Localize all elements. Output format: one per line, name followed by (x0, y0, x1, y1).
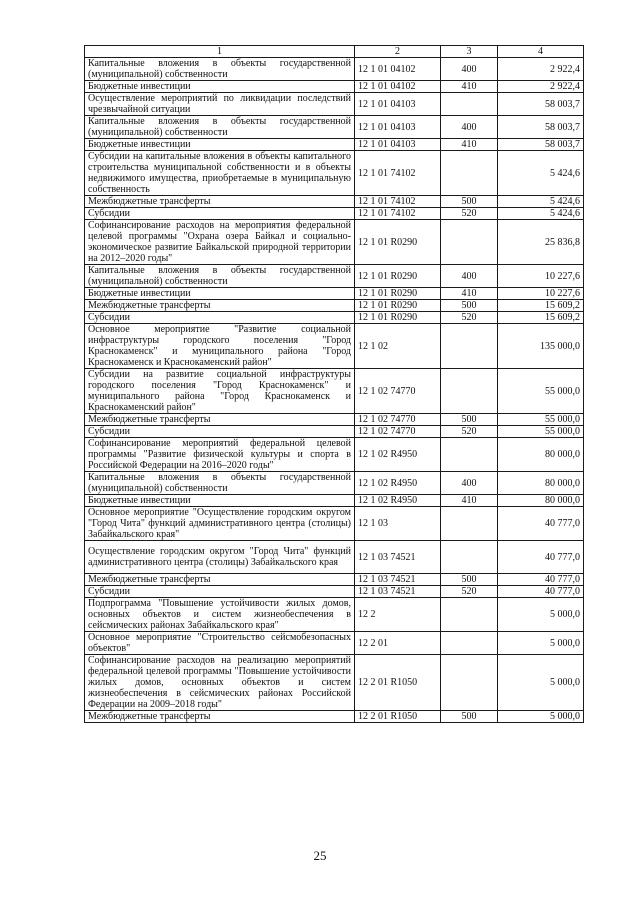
row-type-cell (441, 324, 498, 369)
row-name-cell: Субсидии на капитальные вложения в объекты капитального строительства муниципальной собственности и в объекты недвижимого имущества, приобретаемые в муниципальную собственность (85, 151, 355, 196)
row-sum-cell: 55 000,0 (498, 426, 584, 438)
table-row (85, 369, 584, 414)
row-name-cell: Субсидии (85, 312, 355, 324)
table-row (85, 711, 584, 723)
row-code-cell: 12 1 02 R4950 (355, 472, 441, 495)
row-type-cell: 500 (441, 711, 498, 723)
row-code-cell: 12 1 02 74770 (355, 426, 441, 438)
row-name-cell: Капитальные вложения в объекты государственной (муниципальной) собственности (85, 58, 355, 81)
table-row (85, 139, 584, 151)
row-sum-cell: 25 836,8 (498, 220, 584, 265)
row-code-cell: 12 1 01 04103 (355, 116, 441, 139)
row-name-cell: Капитальные вложения в объекты государственной (муниципальной) собственности (85, 116, 355, 139)
row-name-cell: Бюджетные инвестиции (85, 495, 355, 507)
row-name-cell: Межбюджетные трансферты (85, 300, 355, 312)
row-name-cell: Основное мероприятие "Строительство сейсмобезопасных объектов" (85, 632, 355, 655)
row-sum-cell: 80 000,0 (498, 438, 584, 472)
row-type-cell: 400 (441, 265, 498, 288)
row-sum-cell: 2 922,4 (498, 58, 584, 81)
table-row (85, 93, 584, 116)
row-type-cell: 520 (441, 426, 498, 438)
row-name-cell: Межбюджетные трансферты (85, 196, 355, 208)
row-code-cell: 12 1 01 04103 (355, 93, 441, 116)
row-type-cell: 400 (441, 116, 498, 139)
row-type-cell: 410 (441, 495, 498, 507)
row-code-cell: 12 1 02 R4950 (355, 438, 441, 472)
row-type-cell: 500 (441, 574, 498, 586)
row-name-cell: Капитальные вложения в объекты государственной (муниципальной) собственности (85, 472, 355, 495)
row-sum-cell: 15 609,2 (498, 300, 584, 312)
row-type-cell (441, 541, 498, 574)
row-type-cell: 520 (441, 208, 498, 220)
row-code-cell: 12 1 01 R0290 (355, 265, 441, 288)
row-sum-cell: 5 424,6 (498, 196, 584, 208)
row-code-cell: 12 1 01 04102 (355, 81, 441, 93)
row-name-cell: Субсидии на развитие социальной инфраструктуры городского поселения "Город Краснокаменск" и муниципального района "Город Краснокаменск и Краснокаменский район" (85, 369, 355, 414)
row-name-cell: Софинансирование мероприятий федеральной целевой программы "Развитие физической культуры и спорта в Российской Федерации на 2016–2020 годы" (85, 438, 355, 472)
table-row (85, 81, 584, 93)
row-name-cell: Основное мероприятие "Развитие социальной инфраструктуры городского поселения "Город Краснокаменск" и муниципального района "Город Краснокаменск и Краснокаменский район" (85, 324, 355, 369)
row-sum-cell: 58 003,7 (498, 93, 584, 116)
row-code-cell: 12 2 01 (355, 632, 441, 655)
row-sum-cell: 40 777,0 (498, 541, 584, 574)
row-name-cell: Капитальные вложения в объекты государственной (муниципальной) собственности (85, 265, 355, 288)
row-name-cell: Субсидии (85, 426, 355, 438)
row-type-cell: 520 (441, 312, 498, 324)
table-row (85, 438, 584, 472)
table-row (85, 495, 584, 507)
row-sum-cell: 5 000,0 (498, 632, 584, 655)
row-code-cell: 12 1 01 74102 (355, 151, 441, 196)
row-type-cell: 500 (441, 196, 498, 208)
row-code-cell: 12 1 03 74521 (355, 541, 441, 574)
row-sum-cell: 58 003,7 (498, 139, 584, 151)
table-header-row (85, 46, 584, 58)
row-type-cell (441, 369, 498, 414)
row-name-cell: Софинансирование расходов на реализацию мероприятий федеральной целевой программы "Повышение устойчивости жилых домов, основных объектов и систем жизнеобеспечения в сейсмических районах Российской Федерации на 2009–2018 годы" (85, 655, 355, 711)
row-name-cell: Субсидии (85, 586, 355, 598)
row-sum-cell: 40 777,0 (498, 507, 584, 541)
table-row (85, 312, 584, 324)
row-sum-cell: 80 000,0 (498, 495, 584, 507)
row-name-cell: Бюджетные инвестиции (85, 139, 355, 151)
row-code-cell: 12 1 01 74102 (355, 208, 441, 220)
table-row (85, 598, 584, 632)
table-row (85, 655, 584, 711)
row-code-cell: 12 2 01 R1050 (355, 711, 441, 723)
table-row (85, 116, 584, 139)
row-sum-cell: 55 000,0 (498, 369, 584, 414)
row-name-cell: Осуществление городским округом "Город Чита" функций административного центра (столицы) Забайкальского края (85, 541, 355, 574)
row-code-cell: 12 1 01 R0290 (355, 312, 441, 324)
row-sum-cell: 10 227,6 (498, 288, 584, 300)
row-type-cell (441, 151, 498, 196)
row-sum-cell: 80 000,0 (498, 472, 584, 495)
row-code-cell: 12 2 (355, 598, 441, 632)
budget-table (84, 45, 584, 723)
row-type-cell: 400 (441, 472, 498, 495)
row-name-cell: Осуществление мероприятий по ликвидации последствий чрезвычайной ситуации (85, 93, 355, 116)
row-code-cell: 12 1 01 04103 (355, 139, 441, 151)
row-code-cell: 12 2 01 R1050 (355, 655, 441, 711)
row-type-cell: 410 (441, 81, 498, 93)
row-name-cell: Подпрограмма "Повышение устойчивости жилых домов, основных объектов и систем жизнеобеспечения в сейсмических районах Забайкальского края" (85, 598, 355, 632)
row-type-cell: 410 (441, 139, 498, 151)
row-name-cell: Межбюджетные трансферты (85, 711, 355, 723)
row-code-cell: 12 1 03 74521 (355, 586, 441, 598)
table-row (85, 574, 584, 586)
table-row (85, 208, 584, 220)
table-row (85, 300, 584, 312)
row-code-cell: 12 1 02 R4950 (355, 495, 441, 507)
table-row (85, 507, 584, 541)
row-sum-cell: 5 000,0 (498, 655, 584, 711)
row-sum-cell: 40 777,0 (498, 574, 584, 586)
table-row (85, 151, 584, 196)
table-row (85, 58, 584, 81)
table-row (85, 324, 584, 369)
row-sum-cell: 5 000,0 (498, 598, 584, 632)
row-sum-cell: 55 000,0 (498, 414, 584, 426)
row-type-cell (441, 220, 498, 265)
table-row (85, 586, 584, 598)
row-type-cell (441, 507, 498, 541)
row-sum-cell: 5 424,6 (498, 208, 584, 220)
table-row (85, 288, 584, 300)
row-code-cell: 12 1 03 (355, 507, 441, 541)
row-code-cell: 12 1 01 R0290 (355, 220, 441, 265)
page-number: 25 (313, 848, 327, 863)
row-type-cell (441, 438, 498, 472)
table-row (85, 196, 584, 208)
row-type-cell: 520 (441, 586, 498, 598)
table-row (85, 265, 584, 288)
row-type-cell (441, 93, 498, 116)
header-col-3: 3 (441, 46, 498, 58)
row-name-cell: Бюджетные инвестиции (85, 288, 355, 300)
row-sum-cell: 40 777,0 (498, 586, 584, 598)
row-type-cell (441, 632, 498, 655)
table-row (85, 414, 584, 426)
table-row (85, 541, 584, 574)
row-sum-cell: 5 424,6 (498, 151, 584, 196)
row-code-cell: 12 1 03 74521 (355, 574, 441, 586)
row-code-cell: 12 1 01 74102 (355, 196, 441, 208)
row-name-cell: Основное мероприятие "Осуществление городским округом "Город Чита" функций административного центра (столицы) Забайкальского края" (85, 507, 355, 541)
row-sum-cell: 135 000,0 (498, 324, 584, 369)
row-code-cell: 12 1 02 74770 (355, 369, 441, 414)
row-sum-cell: 5 000,0 (498, 711, 584, 723)
row-type-cell: 500 (441, 300, 498, 312)
table-row (85, 472, 584, 495)
row-sum-cell: 2 922,4 (498, 81, 584, 93)
row-sum-cell: 15 609,2 (498, 312, 584, 324)
table-row (85, 426, 584, 438)
table-row (85, 220, 584, 265)
row-type-cell: 410 (441, 288, 498, 300)
row-type-cell (441, 598, 498, 632)
row-name-cell: Межбюджетные трансферты (85, 414, 355, 426)
row-name-cell: Межбюджетные трансферты (85, 574, 355, 586)
row-type-cell: 500 (441, 414, 498, 426)
row-code-cell: 12 1 02 (355, 324, 441, 369)
row-type-cell: 400 (441, 58, 498, 81)
table-row (85, 632, 584, 655)
row-code-cell: 12 1 01 R0290 (355, 300, 441, 312)
table-body (85, 58, 584, 723)
row-code-cell: 12 1 01 R0290 (355, 288, 441, 300)
row-name-cell: Субсидии (85, 208, 355, 220)
header-col-2: 2 (355, 46, 441, 58)
header-col-1: 1 (85, 46, 355, 58)
row-name-cell: Софинансирование расходов на мероприятия федеральной целевой программы "Охрана озера Байкал и социально-экономическое развитие Байкальской природной территории на 2012–2020 годы" (85, 220, 355, 265)
row-sum-cell: 10 227,6 (498, 265, 584, 288)
header-col-4: 4 (498, 46, 584, 58)
row-sum-cell: 58 003,7 (498, 116, 584, 139)
row-name-cell: Бюджетные инвестиции (85, 81, 355, 93)
row-code-cell: 12 1 01 04102 (355, 58, 441, 81)
row-code-cell: 12 1 02 74770 (355, 414, 441, 426)
row-type-cell (441, 655, 498, 711)
